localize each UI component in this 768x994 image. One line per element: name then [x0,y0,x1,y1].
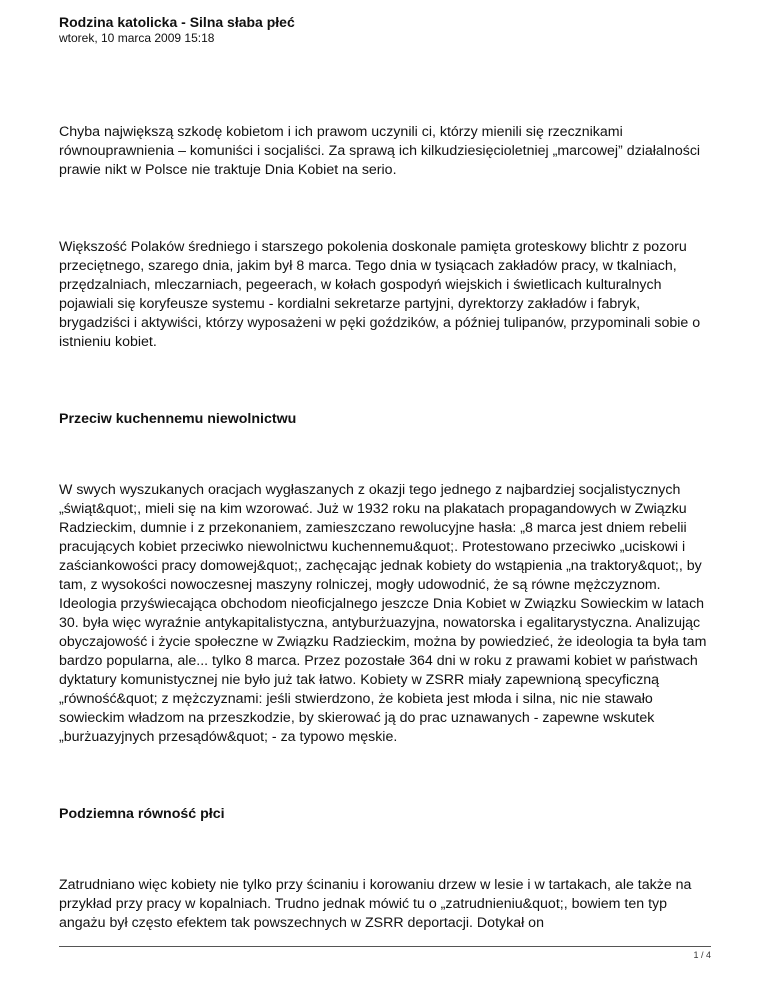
paragraph-march-8: Większość Polaków średniego i starszego pokolenia doskonale pamięta groteskowy blichtr z pozoru przeciętnego, szarego dnia, jakim był 8 marca. Tego dnia w tysiącach zakładów pracy, w tkalniach, przędzalniach, mleczarniach, pegeerach, w kołach gospodyń wiejskich i świetlicach kulturalnych pojawiali się koryfeusze systemu - kordialni sekretarze partyjni, dyrektorzy zakładów i fabryk, brygadziści i aktywiści, którzy wyposażeni w pęki goździków, a później tulipanów, przypominali sobie o istnieniu kobiet. [59,239,701,350]
section-heading-kitchen: Przeciw kuchennemu niewolnictwu [59,411,297,427]
page-number: 1 / 4 [693,950,711,960]
section-heading-underground: Podziemna równość płci [59,806,225,822]
footer-divider [59,946,711,947]
paragraph-employment: Zatrudniano więc kobiety nie tylko przy ścinaniu i korowaniu drzew w lesie i w tartakach, ale także na przykład przy pracy w kopalniach. Trudno jednak mówić tu o „zatrudnieniu&quot;, bowiem ten typ angażu był często efektem tak powszechnych w ZSRR deportacji. Dotykał on [59,877,692,931]
paragraph-soviet-ideology: W swych wyszukanych oracjach wygłaszanych z okazji tego jednego z najbardziej socjalistycznych „świąt&quot;, mieli się na kim wzorować. Już w 1932 roku na plakatach propagandowych w Związku Radzieckim, dumnie i z przekonaniem, zamieszczano rewolucyjne hasła: „8 marca jest dniem rebelii pracujących kobiet przeciwko niewolnictwu kuchennemu&quot;. Protestowano przeciwko „uciskowi i zaściankowości pracy domowej&quot;, zachęcając jednak kobiety do wstąpienia „na traktory&quot;, by tam, z wysokości nowoczesnej maszyny rolniczej, mogły udowodnić, że są równe mężczyznom. Ideologia przyświecająca obchodom nieoficjalnego jeszcze Dnia Kobiet w Związku Sowieckim w latach 30. była więc wyraźnie antykapitalistyczna, antyburżuazyjna, nowatorska i egalitarystyczna. Analizując obyczajowość i życie społeczne w Związku Radzieckim, można by powiedzieć, że ideologia ta była tam bardzo popularna, ale... tylko 8 marca. Przez pozostałe 364 dni w roku z prawami kobiet w państwach dyktatury komunistycznej nie było już tak łatwo. Kobiety w ZSRR miały zapewnioną specyficzną „równość&quot; z mężczyznami: jeśli stwierdzono, że kobieta jest młoda i silna, nic nie stawało sowieckim władzom na przeszkodzie, by skierować ją do prac uznawanych - zapewne wskutek „burżuazyjnych przesądów&quot; - za typowo męskie. [59,482,707,745]
document-title: Rodzina katolicka - Silna słaba płeć [59,14,295,30]
paragraph-intro: Chyba największą szkodę kobietom i ich prawom uczynili ci, którzy mienili się rzecznikami równouprawnienia – komuniści i socjaliści. Za sprawą ich kilkudziesięcioletniej „marcowej” działalności prawie nikt w Polsce nie traktuje Dnia Kobiet na serio. [59,124,701,178]
article-body [59,123,711,933]
document-header [59,14,295,46]
document-date: wtorek, 10 marca 2009 15:18 [59,31,215,45]
